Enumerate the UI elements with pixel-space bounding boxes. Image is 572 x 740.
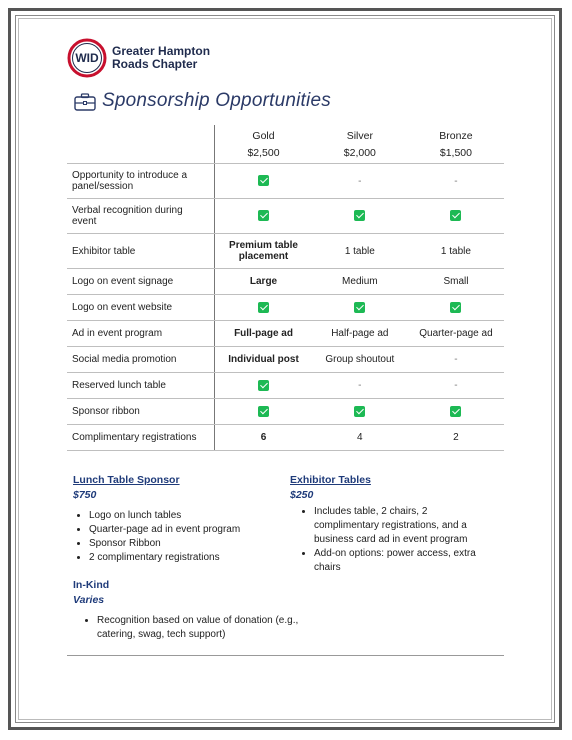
logo-text: WID [75,51,99,65]
cell-gold: Individual post [215,347,312,373]
list-item: • Sponsor Ribbon [89,537,283,551]
cell-silver [312,199,408,234]
checkmark-icon [258,406,269,417]
cell-silver [312,295,408,321]
table-row [67,425,504,451]
exhibitor-heading: Exhibitor Tables [290,474,371,486]
row-label: Social media promotion [67,347,215,373]
page-title: Sponsorship Opportunities [102,90,331,111]
lunch-sponsor-section [73,474,283,565]
checkmark-icon [450,406,461,417]
cell-bronze [408,399,504,425]
cell-gold: Full-page ad [215,321,312,347]
bottom-divider [67,655,504,656]
table-row [67,199,504,234]
row-label: Verbal recognition during event [67,199,215,234]
list-item: • Add-on options: power access, extra chairs [314,547,495,575]
checkmark-icon [450,302,461,313]
tier-name: Silver [346,129,373,142]
tier-header-silver [312,125,408,164]
row-label: Reserved lunch table [67,373,215,399]
table-header-row [67,125,504,164]
tier-name: Bronze [439,129,473,142]
row-label: Opportunity to introduce a panel/session [67,164,215,199]
cell-gold: Premium table placement [215,234,312,269]
lunch-price: $750 [73,489,97,501]
cell-gold [215,199,312,234]
cell-bronze [408,295,504,321]
cell-gold [215,164,312,199]
chapter-line-1: Greater Hampton [112,44,211,58]
table-row [67,295,504,321]
cell-silver: - [312,373,408,399]
table-row [67,269,504,295]
cell-bronze: - [408,373,504,399]
cell-silver [312,399,408,425]
cell-gold [215,373,312,399]
tier-header-gold [215,125,312,164]
checkmark-icon [258,175,269,186]
lunch-heading: Lunch Table Sponsor [73,474,180,486]
row-label: Exhibitor table [67,234,215,269]
cell-gold: 6 [215,425,312,451]
row-label: Logo on event signage [67,269,215,295]
checkmark-icon [354,406,365,417]
briefcase-icon [74,93,96,111]
row-label: Ad in event program [67,321,215,347]
table-row [67,164,504,199]
checkmark-icon [354,210,365,221]
checkmark-icon [258,380,269,391]
list-item: • 2 complimentary registrations [89,551,283,565]
cell-silver: - [312,164,408,199]
exhibitor-price: $250 [290,489,314,501]
cell-silver: 4 [312,425,408,451]
list-item: • Logo on lunch tables [89,509,283,523]
checkmark-icon [450,210,461,221]
cell-silver: 1 table [312,234,408,269]
cell-gold: Large [215,269,312,295]
tier-price: $2,500 [247,146,280,159]
inkind-list [73,614,303,642]
row-label: Complimentary registrations [67,425,215,451]
sponsorship-table [67,125,504,451]
row-label: Logo on event website [67,295,215,321]
inkind-section [73,579,303,642]
row-label: Sponsor ribbon [67,399,215,425]
tier-header-bronze [408,125,504,164]
cell-bronze: 1 table [408,234,504,269]
cell-gold [215,295,312,321]
list-item: • Quarter-page ad in event program [89,523,283,537]
tier-price: $2,000 [343,146,376,159]
tier-price: $1,500 [439,146,472,159]
table-row [67,373,504,399]
checkmark-icon [354,302,365,313]
exhibitor-section [290,474,495,575]
tier-name: Gold [252,129,275,142]
table-corner [67,125,215,164]
cell-bronze: - [408,347,504,373]
cell-bronze: - [408,164,504,199]
table-row [67,321,504,347]
lunch-list [73,509,283,565]
cell-bronze: Quarter-page ad [408,321,504,347]
chapter-name [112,45,210,71]
cell-silver: Group shoutout [312,347,408,373]
table-row [67,347,504,373]
list-item: • Recognition based on value of donation (e.g., catering, swag, tech support) [97,614,303,642]
chapter-line-2: Roads Chapter [112,57,198,71]
cell-bronze: Small [408,269,504,295]
cell-silver: Half-page ad [312,321,408,347]
cell-gold [215,399,312,425]
inkind-price: Varies [73,594,105,606]
cell-bronze [408,199,504,234]
cell-silver: Medium [312,269,408,295]
inkind-heading: In-Kind [73,579,110,591]
table-row [67,234,504,269]
checkmark-icon [258,302,269,313]
cell-bronze: 2 [408,425,504,451]
wid-logo [67,38,107,78]
checkmark-icon [258,210,269,221]
exhibitor-list [290,505,495,575]
list-item: • Includes table, 2 chairs, 2 complimentary registrations, and a business card ad in event program [314,505,495,547]
table-row [67,399,504,425]
